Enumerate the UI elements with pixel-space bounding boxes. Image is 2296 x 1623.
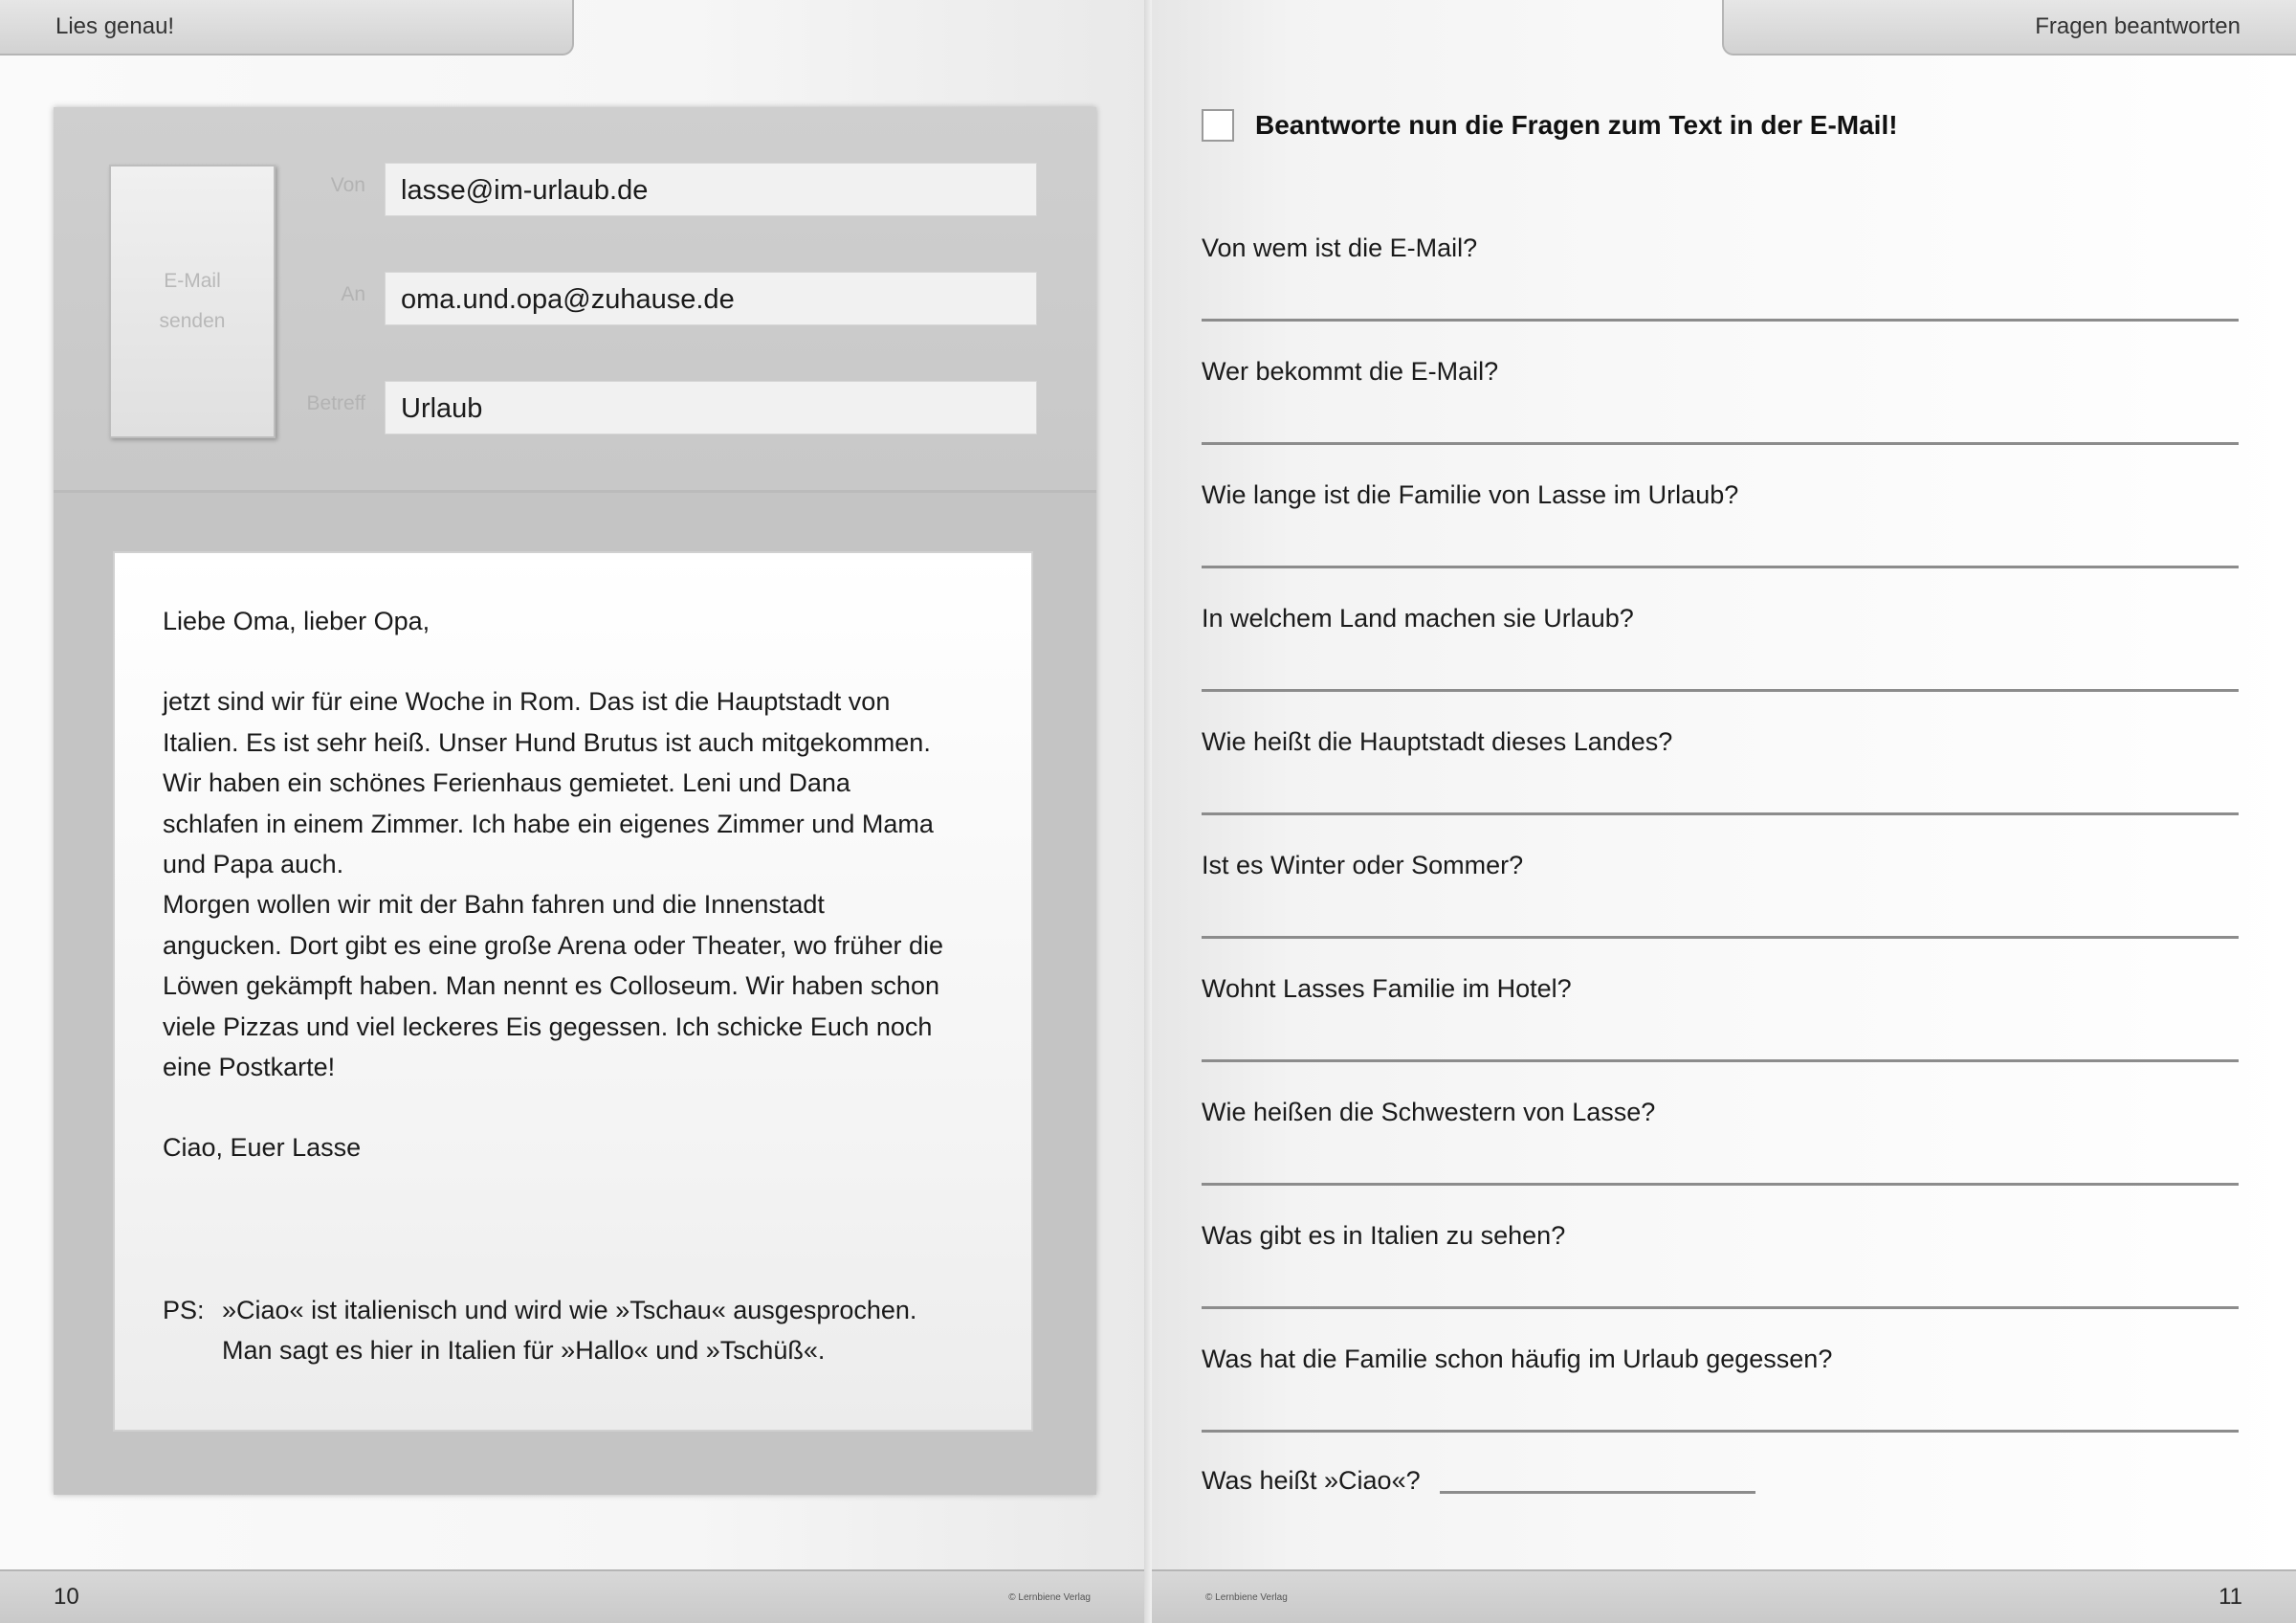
email-closing: Ciao, Euer Lasse: [163, 1133, 362, 1163]
right-page-tab: [1722, 0, 2296, 56]
send-email-button[interactable]: [109, 165, 276, 438]
last-question-row: [1202, 1466, 1755, 1496]
subject-field[interactable]: Urlaub: [385, 381, 1037, 434]
right-page-footer: [1152, 1569, 2296, 1623]
email-header: [54, 107, 1096, 493]
question: Wie lange ist die Familie von Lasse im Urlaub?: [1202, 480, 1739, 509]
ps-text: »Ciao« ist italienisch und wird wie »Tschau« ausgesprochen. Man sagt es hier in Italien für »Hallo« und »Tschüß«.: [222, 1295, 917, 1366]
question: Wie heißt die Hauptstadt dieses Landes?: [1202, 727, 1673, 756]
left-page-footer: [0, 1569, 1144, 1623]
task-text: Beantworte nun die Fragen zum Text in der E-Mail!: [1255, 110, 1898, 140]
short-answer-line[interactable]: [1440, 1491, 1755, 1494]
answer-line[interactable]: [1202, 566, 2239, 568]
answer-line[interactable]: [1202, 1430, 2239, 1433]
subject-label: Betreff: [306, 392, 365, 414]
question: In welchem Land machen sie Urlaub?: [1202, 604, 1634, 633]
last-question: Was heißt »Ciao«?: [1202, 1466, 1421, 1495]
email-text: jetzt sind wir für eine Woche in Rom. Das ist die Hauptstadt von Italien. Es ist sehr heiß. Unser Hund Brutus ist auch mitgekommen. Wir haben ein schönes Ferienhaus gemietet. Leni und Dana schlafen in einem Zimmer. Ich habe ein eigenes Zimmer und Mama und Papa auch. Morgen wollen wir mit der Bahn fahren und die Innenstadt angucken. Dort gibt es eine große Arena oder Theater, wo früher die Löwen gekämpft haben. Man nennt es Colloseum. Wir haben schon viele Pizzas und viel leckeres Eis gegessen. Ich schicke Euch noch eine Postkarte!: [163, 687, 943, 1082]
question: Wer bekommt die E-Mail?: [1202, 357, 1499, 386]
question: Von wem ist die E-Mail?: [1202, 233, 1478, 262]
left-page-tab-label: Lies genau!: [55, 13, 175, 39]
answer-line[interactable]: [1202, 1183, 2239, 1186]
answer-line[interactable]: [1202, 1059, 2239, 1062]
left-footer-publisher: © Lernbiene Verlag: [1008, 1591, 1091, 1603]
right-footer-publisher: © Lernbiene Verlag: [1205, 1591, 1288, 1603]
answer-line[interactable]: [1202, 1306, 2239, 1309]
answer-line[interactable]: [1202, 689, 2239, 692]
from-field[interactable]: lasse@im-urlaub.de: [385, 163, 1037, 216]
answer-line[interactable]: [1202, 936, 2239, 939]
answer-line[interactable]: [1202, 319, 2239, 322]
email-postscript: [163, 1290, 983, 1371]
answer-line[interactable]: [1202, 812, 2239, 815]
send-email-button-label: E-Mail senden: [159, 270, 226, 332]
left-page-number: 10: [54, 1584, 79, 1610]
from-label: Von: [330, 174, 365, 196]
left-page-tab: [0, 0, 574, 56]
question: Wie heißen die Schwestern von Lasse?: [1202, 1098, 1656, 1126]
question: Was hat die Familie schon häufig im Urlaub gegessen?: [1202, 1345, 1833, 1373]
question: Wohnt Lasses Familie im Hotel?: [1202, 974, 1572, 1003]
task-instruction: [1202, 109, 1898, 142]
to-field[interactable]: oma.und.opa@zuhause.de: [385, 272, 1037, 325]
task-checkbox[interactable]: [1202, 109, 1234, 142]
question: Was gibt es in Italien zu sehen?: [1202, 1221, 1566, 1250]
question: Ist es Winter oder Sommer?: [1202, 851, 1524, 879]
email-greeting: Liebe Oma, lieber Opa,: [163, 607, 430, 635]
book-gutter: [1144, 0, 1152, 1623]
right-page-number: 11: [2219, 1584, 2242, 1610]
answer-line[interactable]: [1202, 442, 2239, 445]
right-page-tab-label: Fragen beantworten: [2035, 13, 2241, 39]
email-body[interactable]: [113, 551, 1033, 1432]
email-window: [54, 107, 1096, 1495]
to-label: An: [341, 283, 365, 305]
ps-label: PS:: [163, 1295, 205, 1324]
